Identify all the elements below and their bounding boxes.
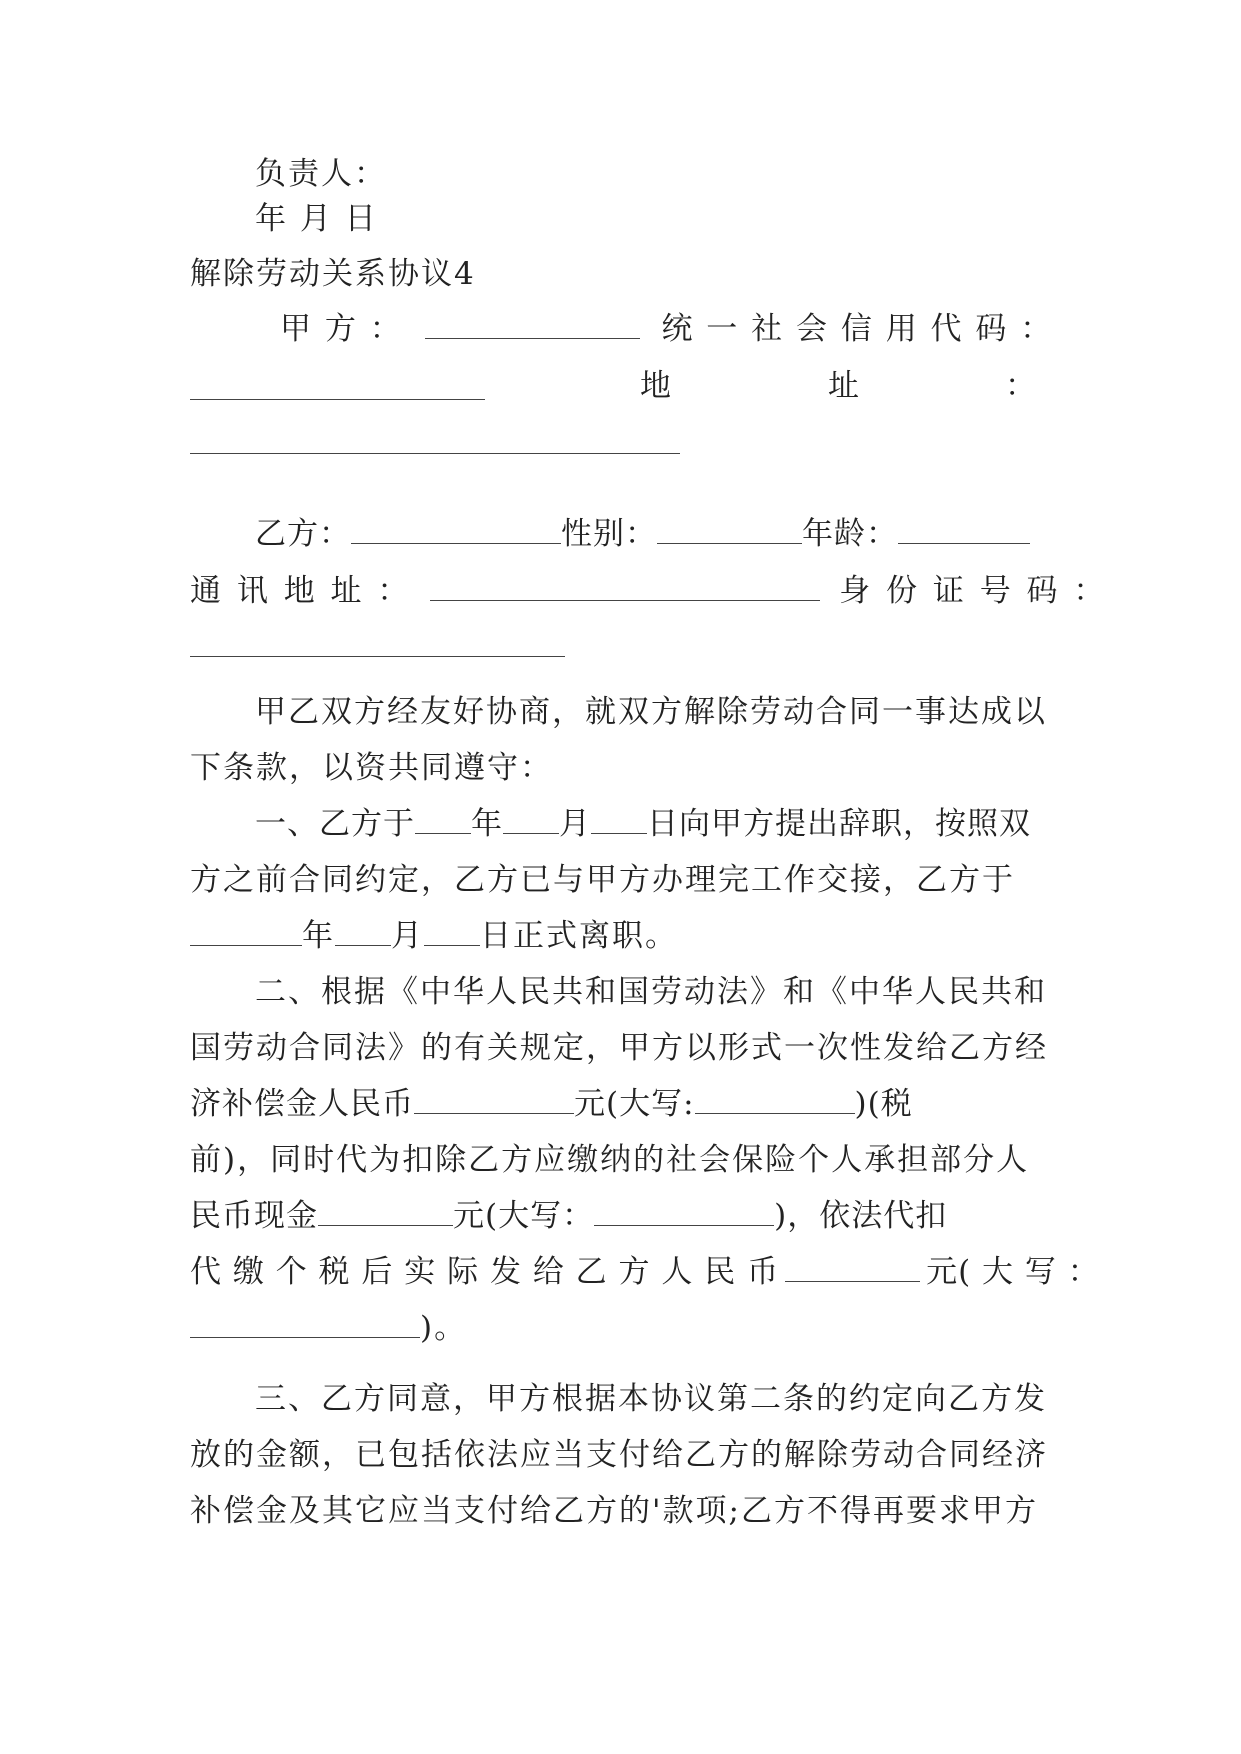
clause-1-line-1 bbox=[255, 800, 1050, 848]
cash-capital-blank bbox=[594, 1195, 774, 1226]
clause-2-line-6 bbox=[190, 1248, 1100, 1296]
party-a-blank bbox=[425, 308, 640, 339]
address-char-2: 址 bbox=[828, 368, 861, 404]
contact-address-label: 通 讯 地 址 ： bbox=[190, 573, 412, 609]
clause-2-line-7 bbox=[190, 1304, 1050, 1352]
compensation-amount-blank bbox=[414, 1083, 574, 1114]
clause-1-text-d: 日向甲方提出辞职，按照双 bbox=[647, 806, 1031, 842]
contact-address-line bbox=[190, 567, 1108, 615]
clause-2-compensation-label: 济补偿金人民币 bbox=[190, 1086, 414, 1122]
clause-2-cash-label: 民币现金 bbox=[190, 1198, 318, 1234]
party-b-line bbox=[255, 510, 1050, 558]
leave-day-blank bbox=[424, 915, 480, 946]
clause-2-line-5 bbox=[190, 1192, 1050, 1240]
clause-1-leave-year: 年 bbox=[302, 918, 335, 954]
age-blank bbox=[898, 513, 1030, 544]
date-line: 年 月 日 bbox=[255, 201, 378, 237]
id-number-blank bbox=[190, 656, 565, 657]
clause-2-line-3 bbox=[190, 1080, 1050, 1128]
address-char-1: 地 bbox=[640, 368, 673, 404]
intro-line-2: 下条款，以资共同遵守： bbox=[190, 750, 553, 786]
clause-1-line-2: 方之前合同约定，乙方已与甲方办理完工作交接，乙方于 bbox=[190, 862, 1015, 898]
clause-2-line-4: 前)，同时代为扣除乙方应缴纳的社会保险个人承担部分人 bbox=[190, 1142, 1030, 1178]
clause-1-line-3 bbox=[190, 912, 1050, 960]
clause-1-year: 年 bbox=[471, 806, 503, 842]
intro-line-1: 甲乙双方经友好协商，就双方解除劳动合同一事达成以 bbox=[255, 694, 1047, 730]
cash-amount-blank bbox=[318, 1195, 453, 1226]
net-amount-blank bbox=[785, 1251, 920, 1282]
gender-blank bbox=[657, 513, 802, 544]
party-b-label: 乙方： bbox=[255, 516, 351, 552]
clause-1-text-a: 一、乙方于 bbox=[255, 806, 415, 842]
party-b-blank bbox=[351, 513, 561, 544]
clause-2-line-2: 国劳动合同法》的有关规定，甲方以形式一次性发给乙方经 bbox=[190, 1030, 1048, 1066]
resign-month-blank bbox=[503, 803, 559, 834]
party-a-label: 甲 方 ： bbox=[280, 311, 403, 347]
clause-3-line-3: 补偿金及其它应当支付给乙方的'款项;乙方不得再要求甲方 bbox=[190, 1493, 1038, 1529]
clause-1-leave-month: 月 bbox=[391, 918, 424, 954]
net-capital-blank bbox=[190, 1307, 420, 1338]
clause-2-pretax: )(税 bbox=[854, 1086, 913, 1122]
id-number-label: 身 份 证 号 码 ： bbox=[839, 573, 1108, 609]
address-blank bbox=[190, 453, 680, 454]
compensation-capital-blank bbox=[695, 1083, 855, 1114]
clause-3-line-1: 三、乙方同意，甲方根据本协议第二条的约定向乙方发 bbox=[255, 1381, 1047, 1417]
clause-3-line-2: 放的金额，已包括依法应当支付给乙方的解除劳动合同经济 bbox=[190, 1437, 1048, 1473]
contact-address-blank bbox=[430, 570, 820, 601]
clause-2-net-label: 代 缴 个 税 后 实 际 发 给 乙 方 人 民 币 bbox=[190, 1254, 780, 1290]
clause-2-line-1: 二、根据《中华人民共和国劳动法》和《中华人民共和 bbox=[255, 974, 1047, 1010]
clause-2-end: )。 bbox=[420, 1310, 468, 1346]
document-title: 解除劳动关系协议4 bbox=[190, 256, 476, 292]
clause-2-withhold: )，依法代扣 bbox=[774, 1198, 948, 1234]
gender-label: 性别： bbox=[561, 516, 657, 552]
clause-2-net-capital-label: 元( 大 写 ： bbox=[926, 1254, 1100, 1290]
leave-year-blank bbox=[190, 915, 302, 946]
person-in-charge-label: 负责人： bbox=[255, 156, 387, 192]
clause-2-cash-capital-label: 元(大写： bbox=[453, 1198, 595, 1234]
age-label: 年龄： bbox=[802, 516, 898, 552]
resign-year-blank bbox=[415, 803, 471, 834]
resign-day-blank bbox=[591, 803, 647, 834]
address-colon: ： bbox=[1005, 368, 1038, 404]
clause-1-month: 月 bbox=[559, 806, 591, 842]
clause-1-text-g: 日正式离职。 bbox=[480, 918, 678, 954]
credit-code-label: 统 一 社 会 信 用 代 码 ： bbox=[661, 311, 1054, 347]
credit-code-blank bbox=[190, 399, 485, 400]
clause-2-capital-label: 元(大写: bbox=[574, 1086, 695, 1122]
party-a-line bbox=[280, 305, 1054, 353]
leave-month-blank bbox=[335, 915, 391, 946]
